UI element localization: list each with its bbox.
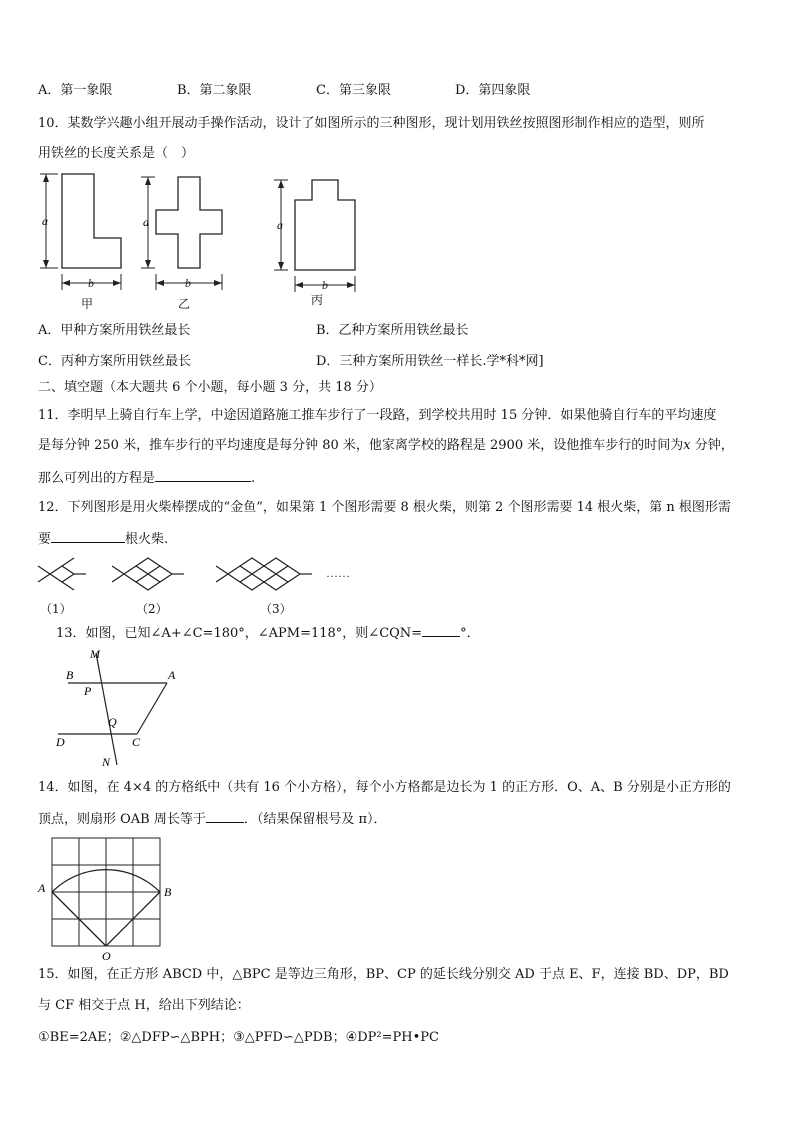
q12-line2-end: 根火柴.	[125, 532, 169, 547]
q15-line3: ①BE=2AE；②△DFP∽△BPH；③△PFD∽△PDB；④DP²=PH•PC	[38, 1030, 439, 1045]
q13-label-c: C	[132, 735, 141, 749]
q11-line3-end: .	[251, 471, 256, 486]
q14-answer-blank[interactable]	[206, 808, 244, 823]
q10-jia-label-a: a	[42, 214, 48, 228]
q10-option-d: D．三种方案所用铁丝一样长.学*科*网]	[316, 354, 544, 369]
q10-jia-label-b: b	[88, 276, 94, 290]
q10-figure-jia	[36, 170, 131, 300]
q13-figure	[52, 648, 192, 773]
q14-label-a: A	[38, 881, 46, 895]
q13-answer-blank[interactable]	[422, 622, 460, 637]
q12-caption-2: （2）	[136, 602, 168, 616]
q12-line2-start: 要	[38, 532, 52, 547]
q15-line1: 15．如图，在正方形 ABCD 中，△BPC 是等边三角形，BP、CP 的延长线分别交 AD 于点 E、F，连接 BD、DP，BD	[38, 967, 729, 982]
q10-yi-label-a: a	[143, 215, 149, 229]
q14-line2	[38, 808, 387, 830]
q10-figure-yi	[135, 170, 230, 300]
q14-figure	[38, 834, 178, 962]
q15-line2: 与 CF 相交于点 H，给出下列结论：	[38, 998, 250, 1013]
q12-line1: 12．下列图形是用火柴棒摆成的“金鱼”，如果第 1 个图形需要 8 根火柴，则第 2 个图形需要 14 根火柴，第 n 根图形需	[38, 500, 731, 515]
q10-option-a: A．甲种方案所用铁丝最长	[38, 323, 191, 338]
q10-option-b: B．乙种方案所用铁丝最长	[316, 323, 469, 338]
q10-bing-label-a: a	[277, 218, 283, 232]
q12-line2	[38, 528, 168, 550]
q11-answer-blank[interactable]	[155, 467, 251, 482]
q12-ellipsis: ……	[326, 566, 350, 580]
q13-label-m: M	[90, 647, 100, 661]
q9-option-a: A．第一象限	[38, 83, 113, 98]
q10-stem-line2: 用铁丝的长度关系是（ ）	[38, 146, 195, 161]
q11-line2-text: 是每分钟 250 米，推车步行的平均速度是每分钟 80 米，他家离学校的路程是 2900 米，设他推车步行的时间为	[38, 438, 684, 453]
q11-variable-x: x	[683, 438, 691, 453]
q13-label-p: P	[84, 684, 92, 698]
q13-label-a: A	[168, 668, 176, 682]
q10-caption-bing: 丙	[311, 293, 324, 307]
q9-option-d: D．第四象限	[455, 83, 531, 98]
q13-text: 13．如图，已知∠A+∠C=180°，∠APM=118°，则∠CQN=	[56, 626, 423, 641]
q10-yi-label-b: b	[185, 276, 191, 290]
q12-caption-1: （1）	[40, 602, 72, 616]
q11-line1: 11．李明早上骑自行车上学，中途因道路施工推车步行了一段路，到学校共用时 15 分钟．如果他骑自行车的平均速度	[38, 408, 717, 423]
q14-line1: 14．如图，在 4×4 的方格纸中（共有 16 个小方格），每个小方格都是边长为 1 的正方形．O、A、B 分别是小正方形的	[38, 780, 731, 795]
section-2-header: 二、填空题（本大题共 6 个小题，每小题 3 分，共 18 分）	[38, 380, 382, 395]
q12-goldfish-figures	[38, 558, 358, 592]
q14-line2-end: ．（结果保留根号及 π）．	[243, 812, 387, 827]
q14-line2-text: 顶点，则扇形 OAB 周长等于	[38, 812, 206, 827]
q9-option-b: B．第二象限	[177, 83, 252, 98]
q13-label-d: D	[56, 735, 65, 749]
q13-text-end: °．	[460, 626, 480, 641]
q11-line3	[38, 467, 255, 489]
q13-label-q: Q	[108, 715, 117, 729]
q10-caption-jia: 甲	[81, 297, 94, 311]
q14-label-b: B	[164, 885, 172, 899]
q12-answer-blank[interactable]	[51, 528, 125, 543]
q10-option-c: C．丙种方案所用铁丝最长	[38, 354, 191, 369]
q10-bing-label-b: b	[322, 278, 328, 292]
q13-label-b: B	[66, 668, 74, 682]
q13-label-n: N	[102, 755, 111, 769]
q12-caption-3: （3）	[260, 602, 292, 616]
q14-label-o: O	[102, 949, 111, 963]
q10-caption-yi: 乙	[178, 297, 191, 311]
q10-stem-line1: 10．某数学兴趣小组开展动手操作活动，设计了如图所示的三种图形，现计划用铁丝按照图形制作相应的造型，则所	[38, 116, 705, 131]
q13-line	[56, 622, 480, 644]
q11-line2-end: 分钟，	[690, 438, 734, 453]
q10-figure-bing	[268, 170, 368, 300]
q9-option-c: C．第三象限	[316, 83, 391, 98]
q11-line3-text: 那么可列出的方程是	[38, 471, 156, 486]
q11-line2	[38, 436, 734, 456]
